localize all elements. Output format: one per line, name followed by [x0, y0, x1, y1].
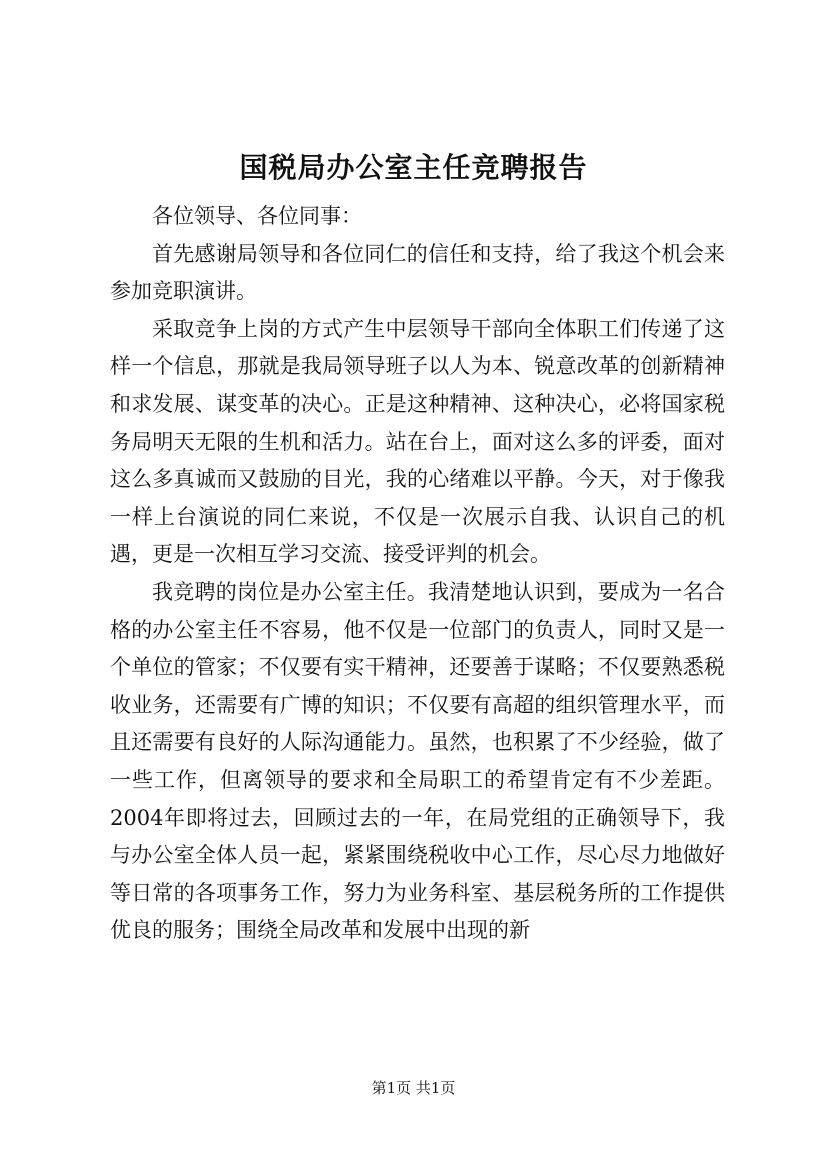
competition-paragraph: 采取竞争上岗的方式产生中层领导干部向全体职工们传递了这样一个信息，那就是我局领导班子以人为本、锐意改革的创新精神和求发展、谋变革的决心。正是这种精神、这种决心，必将国家税务局明天无限的生机和活力。站在台上，面对这么多的评委，面对这么多真诚而又鼓励的目光，我的心绪难以平静。今天，对于像我一样上台演说的同仁来说，不仅是一次展示自我、认识自己的机遇，更是一次相互学习交流、接受评判的机会。: [110, 316, 725, 567]
document-title: 国税局办公室主任竞聘报告: [239, 151, 588, 184]
salutation-paragraph: 各位领导、各位同事：: [152, 204, 362, 228]
opening-paragraph: 首先感谢局领导和各位同仁的信任和支持，给了我这个机会来参加竞职演讲。: [110, 241, 725, 304]
document-body: [110, 198, 725, 950]
page-number-footer: 第1页 共1页: [371, 1079, 456, 1097]
position-paragraph: 我竞聘的岗位是办公室主任。我清楚地认识到，要成为一名合格的办公室主任不容易，他不仅是一位部门的负责人，同时又是一个单位的管家；不仅要有实干精神，还要善于谋略；不仅要熟悉税收业务，还需要有广博的知识；不仅要有高超的组织管理水平，而且还需要有良好的人际沟通能力。虽然，也积累了不少经验，做了一些工作，但离领导的要求和全局职工的希望肯定有不少差距。2004年即将过去，回顾过去的一年，在局党组的正确领导下，我与办公室全体人员一起，紧紧围绕税收中心工作，尽心尽力地做好等日常的各项事务工作，努力为业务科室、基层税务所的工作提供优良的服务；围绕全局改革和发展中出现的新: [110, 579, 725, 943]
